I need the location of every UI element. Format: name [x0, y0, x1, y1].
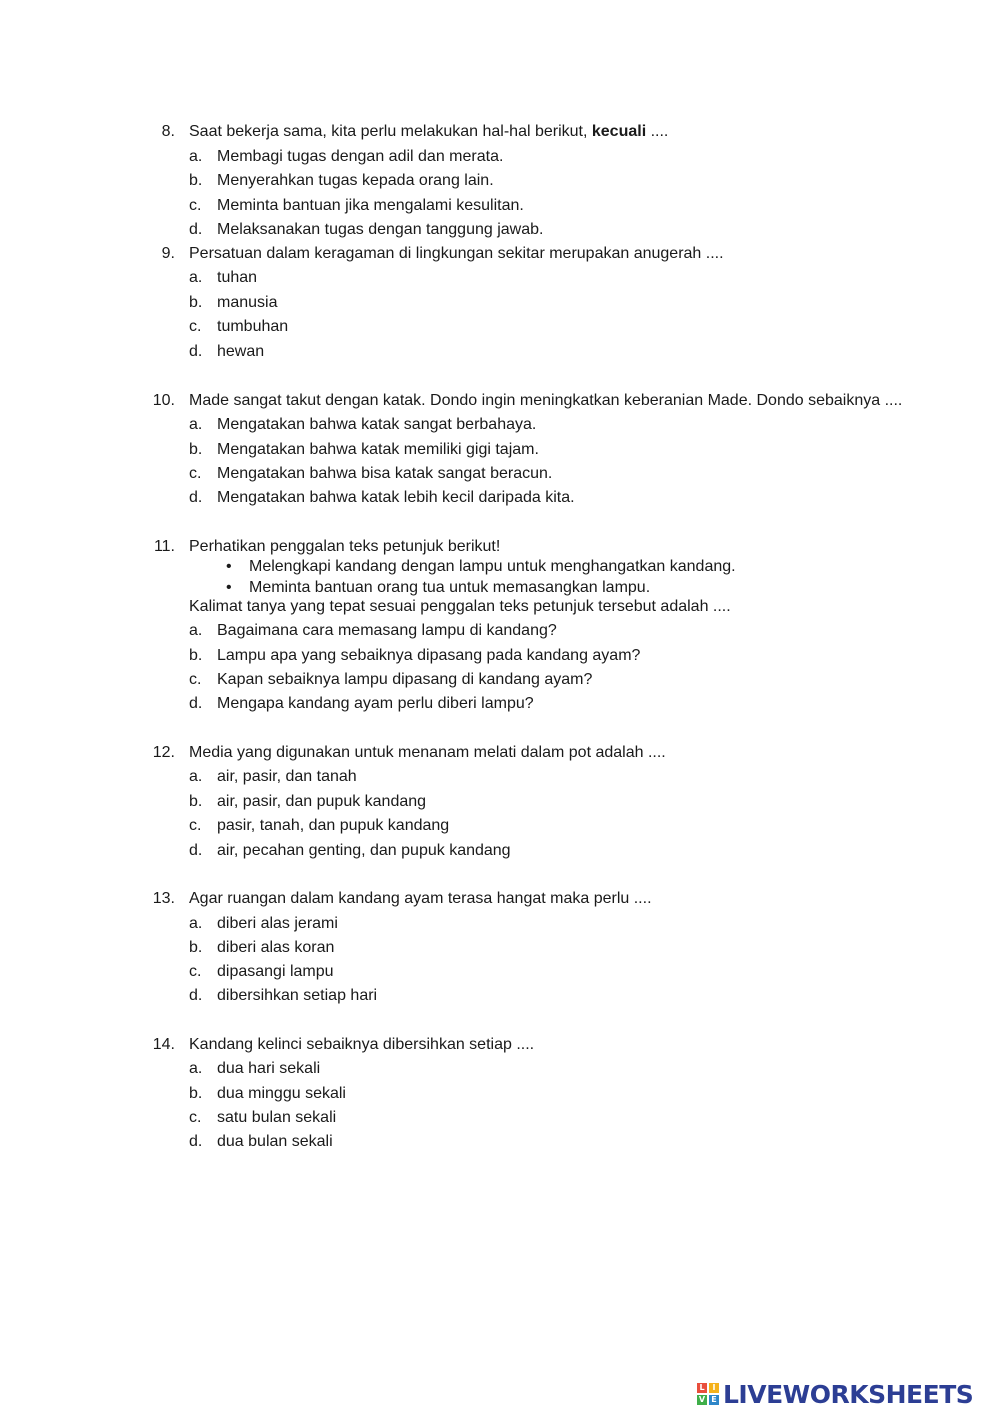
option-text[interactable]: air, pasir, dan pupuk kandang	[217, 793, 427, 810]
option-letter: b.	[189, 939, 203, 956]
option-text[interactable]: Bagaimana cara memasang lampu di kandang?	[217, 622, 557, 639]
option-letter: d.	[189, 489, 203, 506]
logo-tile: E	[709, 1395, 719, 1405]
option-letter: d.	[189, 343, 203, 360]
question-text: Perhatikan penggalan teks petunjuk berikut!	[189, 538, 501, 555]
option-text[interactable]: Melaksanakan tugas dengan tanggung jawab.	[217, 221, 544, 238]
option-letter: c.	[189, 817, 202, 834]
question-text: Agar ruangan dalam kandang ayam terasa hangat maka perlu ....	[189, 890, 652, 907]
option-letter: c.	[189, 465, 202, 482]
bullet-text: Melengkapi kandang dengan lampu untuk menghangatkan kandang.	[249, 558, 736, 575]
question-text-2: Kalimat tanya yang tepat sesuai penggalan teks petunjuk tersebut adalah ....	[189, 598, 731, 615]
option-text[interactable]: air, pecahan genting, dan pupuk kandang	[217, 842, 511, 859]
question-number: 12.	[152, 744, 175, 761]
option-text[interactable]: Menyerahkan tugas kepada orang lain.	[217, 172, 494, 189]
option-letter: b.	[189, 172, 203, 189]
option-letter: b.	[189, 793, 203, 810]
question-text: Media yang digunakan untuk menanam melati dalam pot adalah ....	[189, 744, 666, 761]
option-text[interactable]: dua hari sekali	[217, 1060, 321, 1077]
liveworksheets-wordmark: LIVEWORKSHEETS	[723, 1379, 974, 1409]
option-text[interactable]: manusia	[217, 294, 278, 311]
question-text	[189, 122, 668, 142]
option-letter: a.	[189, 622, 203, 639]
option-letter: c.	[189, 963, 202, 980]
option-letter: b.	[189, 647, 203, 664]
question-text-part: ....	[646, 123, 669, 140]
option-text[interactable]: Mengatakan bahwa bisa katak sangat beracun.	[217, 465, 553, 482]
question-text-part: Saat bekerja sama, kita perlu melakukan hal-hal berikut,	[189, 123, 592, 140]
bullet-icon: •	[226, 579, 232, 596]
bullet-text: Meminta bantuan orang tua untuk memasangkan lampu.	[249, 579, 651, 596]
option-text[interactable]: dua minggu sekali	[217, 1085, 346, 1102]
option-text[interactable]: pasir, tanah, dan pupuk kandang	[217, 817, 450, 834]
option-text[interactable]: Mengatakan bahwa katak memiliki gigi tajam.	[217, 441, 539, 458]
logo-tile: L	[697, 1383, 707, 1393]
option-text[interactable]: Kapan sebaiknya lampu dipasang di kandang ayam?	[217, 671, 593, 688]
question-text: Persatuan dalam keragaman di lingkungan sekitar merupakan anugerah ....	[189, 245, 724, 262]
option-letter: d.	[189, 987, 203, 1004]
question-number: 13.	[152, 890, 175, 907]
option-letter: b.	[189, 1085, 203, 1102]
option-text[interactable]: Lampu apa yang sebaiknya dipasang pada kandang ayam?	[217, 647, 641, 664]
question-text-emphasis: kecuali	[591, 123, 647, 140]
option-text[interactable]: dibersihkan setiap hari	[217, 987, 378, 1004]
option-text[interactable]: hewan	[217, 343, 265, 360]
option-letter: a.	[189, 416, 203, 433]
option-text[interactable]: dua bulan sekali	[217, 1133, 333, 1150]
option-text[interactable]: air, pasir, dan tanah	[217, 768, 357, 785]
option-letter: c.	[189, 1109, 202, 1126]
logo-tile: I	[709, 1383, 719, 1393]
option-letter: c.	[189, 197, 202, 214]
question-number: 14.	[152, 1036, 175, 1053]
question-number: 8.	[161, 123, 175, 140]
option-letter: a.	[189, 148, 203, 165]
option-text[interactable]: Mengapa kandang ayam perlu diberi lampu?	[217, 695, 534, 712]
option-letter: d.	[189, 842, 203, 859]
option-letter: b.	[189, 294, 203, 311]
question-number: 9.	[161, 245, 175, 262]
option-letter: d.	[189, 221, 203, 238]
option-text[interactable]: dipasangi lampu	[217, 963, 334, 980]
bullet-icon: •	[226, 558, 232, 575]
liveworksheets-brand	[697, 1380, 973, 1408]
option-letter: d.	[189, 695, 203, 712]
option-text[interactable]: tumbuhan	[217, 318, 289, 335]
option-letter: a.	[189, 915, 203, 932]
option-letter: a.	[189, 269, 203, 286]
option-text[interactable]: satu bulan sekali	[217, 1109, 337, 1126]
question-number: 10.	[152, 392, 175, 409]
option-text[interactable]: tuhan	[217, 269, 258, 286]
option-letter: b.	[189, 441, 203, 458]
option-letter: a.	[189, 1060, 203, 1077]
option-text[interactable]: Mengatakan bahwa katak sangat berbahaya.	[217, 416, 537, 433]
option-text[interactable]: diberi alas koran	[217, 939, 335, 956]
option-text[interactable]: diberi alas jerami	[217, 915, 338, 932]
question-number: 11.	[153, 538, 175, 555]
option-text[interactable]: Mengatakan bahwa katak lebih kecil daripada kita.	[217, 489, 575, 506]
option-text[interactable]: Membagi tugas dengan adil dan merata.	[217, 148, 504, 165]
option-letter: a.	[189, 768, 203, 785]
option-text[interactable]: Meminta bantuan jika mengalami kesulitan.	[217, 197, 524, 214]
logo-tile: V	[698, 1395, 706, 1404]
option-letter: c.	[189, 671, 202, 688]
question-text: Kandang kelinci sebaiknya dibersihkan setiap ....	[189, 1036, 535, 1053]
liveworksheets-logo-icon	[697, 1383, 719, 1405]
option-letter: c.	[189, 318, 202, 335]
option-letter: d.	[189, 1133, 203, 1150]
question-text: Made sangat takut dengan katak. Dondo ingin meningkatkan keberanian Made. Dondo sebaiknya ....	[189, 392, 903, 409]
